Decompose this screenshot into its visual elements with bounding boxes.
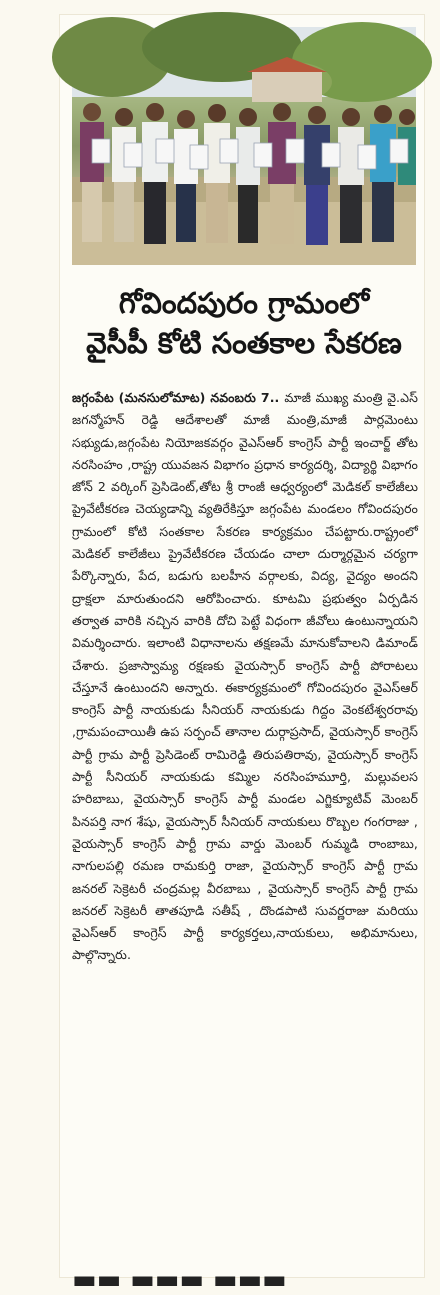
article-dateline: జగ్గంపేట (మనసులోమాట) నవంబరు 7..: [72, 390, 285, 405]
news-clipping: [60, 15, 424, 1295]
article-body: [72, 387, 418, 967]
headline-line-2: వైసీపీ కోటి సంతకాల సేకరణ: [86, 326, 402, 360]
group-photo: [72, 27, 416, 265]
next-headline-cropped: [72, 1265, 372, 1295]
headline: [72, 283, 416, 363]
next-headline-fragment: ▬▬ ▬▬▬ ▬▬▬: [72, 1265, 287, 1295]
headline-line-1: గోవిందపురం గ్రామంలో: [118, 286, 370, 320]
group-photo-illustration: [72, 27, 416, 265]
article-text: మాజీ ముఖ్య మంత్రి వై.ఎస్ జగన్మోహన్ రెడ్డి ఆదేశాలతో మాజీ మంత్రి,మాజీ పార్లమెంటు సభ్యుడు,జగ్గంపేట నియోజకవర్గం వైఎస్ఆర్ కాంగ్రెస్ పార్టీ ఇంచార్జ్ తోట నరసింహం ,రాష్ట్ర యువజన విభాగం ప్రధాన కార్యదర్శి, విద్యార్థి విభాగం జోన్ 2 వర్కింగ్ ప్రెసిడెంట్,తోట శ్రీ రాంజీ ఆధ్వర్యంలో మెడికల్ కాలేజీలు ప్రైవేటీకరణ చెయ్యడాన్ని వ్యతిరేకిస్తూ జగ్గంపేట మండలం గోవిందపురం గ్రామంలో కోటి సంతకాల సేకరణ కార్యక్రమం చేపట్టారు.రాష్ట్రంలో మెడికల్ కాలేజీలు ప్రైవేటీకరణ చేయడం చాలా దుర్మార్గమైన చర్యగా పేర్కొన్నారు, పేద, బడుగు బలహీన వర్గాలకు, విద్య, వైద్యం అందని ద్రాక్షలా మారుతుందని ఆరోపించారు. కూటమి ప్రభుత్వం ఏర్పడిన తర్వాత వారికి నచ్చిన వారికి దోచి పెట్టే విధంగా జీవోలు ఉంటున్నాయని విమర్శించారు. ఇలాంటి విధానాలను తక్షణమే మానుకోవాలని డిమాండ్ చేశారు. ప్రజాస్వామ్య రక్షణకు వైయస్సార్ కాంగ్రెస్ పార్టీ పోరాటలు చేస్తూనే ఉంటుందని అన్నారు. ఈకార్యక్రమంలో గోవిందపురం వైఎస్ఆర్ కాంగ్రెస్ పార్టీ నాయకుడు సీనియర్ నాయకుడు గిద్దం వెంకటేశ్వరరావు ,గ్రామపంచాయితీ ఉప సర్పంచ్ తానాల దుర్గాప్రసాద్, వైయస్సార్ కాంగ్రెస్ పార్టీ గ్రామ పార్టీ ప్రెసిడెంట్ రామిరెడ్డి తిరుపతిరావు, వైయస్సార్ కాంగ్రెస్ పార్టీ సీనియర్ నాయకుడు కమ్మిల నరసింహమూర్తి, మల్లువలస హరిబాబు, వైయస్సార్ కాంగ్రెస్ పార్టీ మండల ఎగ్జిక్యూటివ్ మెంబర్ పినపర్తి నాగ శేషు, వైయస్సార్ సీనియర్ నాయకులు రొబ్బల గంగరాజు , వైయస్సార్ కాంగ్రెస్ పార్టీ గ్రామ వార్డు మెంబర్ గుమ్మడి రాంబాబు, నాగులపల్లి రమణ రామకుర్తి రాజా, వైయస్సార్ కాంగ్రెస్ పార్టీ గ్రామ జనరల్ సెక్రెటరీ చంద్రమల్ల వీరబాబు , వైయస్సార్ కాంగ్రెస్ పార్టీ గ్రామ జనరల్ సెక్రెటరీ తాతపూడి సతీష్ , దొండపాటి సువర్ణరాజు మరియు వైఎస్ఆర్ కాంగ్రెస్ పార్టీ కార్యకర్తలు,నాయకులు, అభిమానులు, పాల్గొన్నారు.: [72, 390, 418, 963]
